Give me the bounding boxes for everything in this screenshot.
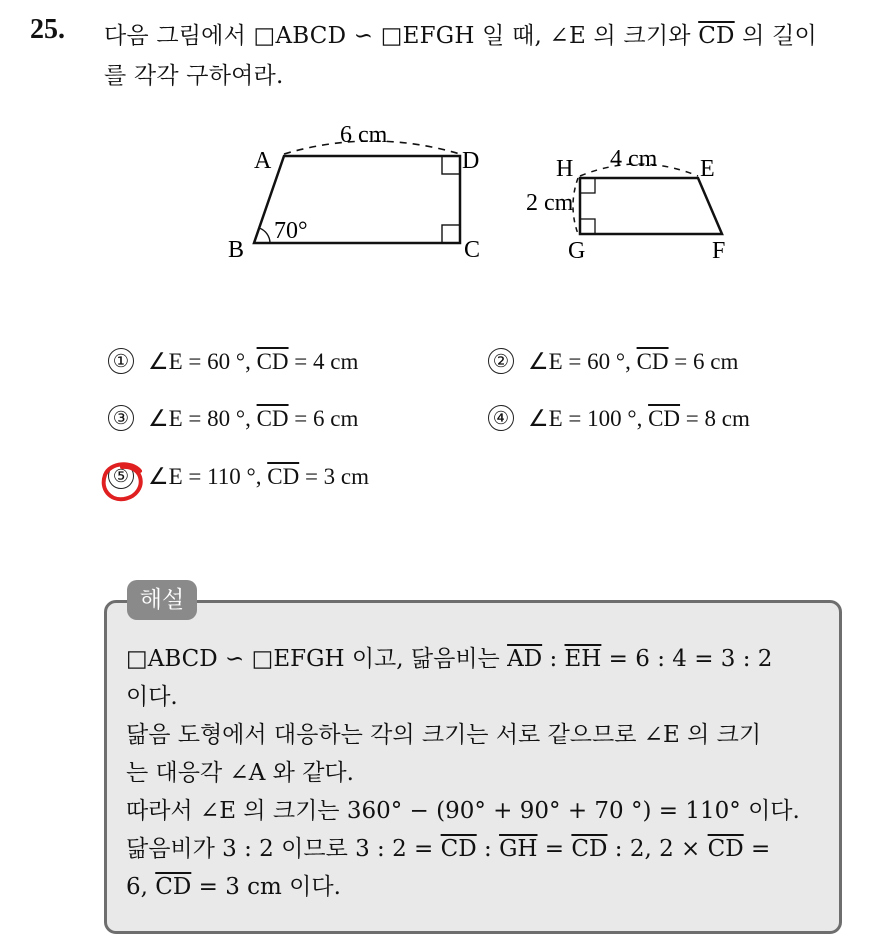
length-label-he: 4 cm (610, 146, 658, 172)
vertex-label-f: F (712, 238, 726, 264)
choice-text: = 8 cm (680, 406, 750, 431)
explanation-text-part: = 6 : 4 = 3 : 2 (601, 646, 773, 672)
explanation-line-2: 이다. (126, 684, 178, 710)
side-length-dashed-arc-efgh (573, 178, 578, 234)
segment-ad: $\overline{AD}$ (507, 646, 543, 672)
trapezoid-efgh (526, 146, 725, 264)
vertex-label-e: E (700, 156, 715, 182)
explanation-text-part: : (476, 836, 500, 862)
choice-text: ∠E = 80 °, (148, 406, 257, 431)
vertex-label-a: A (254, 148, 272, 174)
right-angle-mark-h (580, 178, 595, 193)
trapezoid-efgh-outline (580, 178, 722, 234)
segment-cd: $\overline{CD}$ (155, 874, 192, 900)
segment-cd: $\overline{CD}$ (707, 836, 744, 862)
right-angle-mark-d (442, 156, 460, 174)
angle-label-b: 70° (274, 218, 308, 244)
segment-cd: $\overline{CD}$ (267, 464, 300, 489)
choice-text: = 3 cm (299, 464, 370, 489)
choice-2[interactable] (488, 348, 738, 375)
trapezoid-abcd (228, 122, 480, 263)
choice-number: ③ (108, 405, 134, 431)
choice-text: ∠E = 60 °, (148, 349, 257, 374)
choice-text: ∠E = 100 °, (528, 406, 649, 431)
explanation-text-part: : 2, 2 × (607, 836, 708, 862)
right-angle-mark-c (442, 225, 460, 243)
choice-text: = 6 cm (288, 406, 359, 431)
question-line-2: 를 각각 구하여라. (104, 63, 284, 89)
segment-cd: $\overline{CD}$ (440, 836, 477, 862)
explanation-tag: 해설 (127, 580, 197, 620)
segment-eh: $\overline{EH}$ (564, 646, 602, 672)
question-text-part: 의 길이 (734, 23, 817, 49)
angle-b-arc (259, 228, 270, 243)
explanation-text-part: = (743, 836, 771, 862)
explanation-line-3: 닮음 도형에서 대응하는 각의 크기는 서로 같으므로 ∠E 의 크기 (126, 722, 762, 748)
vertex-label-g: G (568, 238, 586, 264)
choice-text: = 4 cm (288, 349, 359, 374)
answer-circle-mark (100, 461, 146, 505)
choice-4[interactable] (488, 405, 750, 432)
choice-3[interactable] (108, 405, 358, 432)
explanation-line-4: 는 대응각 ∠A 와 같다. (126, 760, 354, 786)
choice-5[interactable] (108, 463, 369, 490)
segment-cd: $\overline{CD}$ (256, 406, 289, 431)
explanation-line-5: 따라서 ∠E 의 크기는 360° − (90° + 90° + 70 °) = 110° 이다. (126, 798, 800, 824)
vertex-label-c: C (464, 237, 481, 263)
vertex-label-d: D (462, 148, 480, 174)
length-label-ad: 6 cm (340, 122, 388, 148)
choice-number: ② (488, 348, 514, 374)
vertex-label-h: H (556, 156, 574, 182)
segment-cd: $\overline{CD}$ (698, 23, 735, 49)
red-circle-stroke (104, 464, 141, 499)
explanation-text-part: 닮음비가 3 : 2 이므로 3 : 2 = (126, 836, 441, 862)
vertex-label-b: B (228, 237, 245, 263)
choice-1[interactable] (108, 348, 358, 375)
explanation-line-7 (126, 868, 836, 906)
explanation-text-part: : (542, 646, 565, 672)
explanation-text-part: = (537, 836, 572, 862)
choice-number: ⑤ (108, 463, 134, 489)
explanation-line-6 (126, 830, 836, 868)
segment-cd: $\overline{CD}$ (648, 406, 681, 431)
question-text (104, 16, 874, 96)
length-label-hg: 2 cm (526, 190, 574, 216)
choice-text: ∠E = 60 °, (528, 349, 637, 374)
question-line-1 (104, 16, 874, 56)
explanation-line-1 (126, 640, 836, 678)
segment-cd: $\overline{CD}$ (636, 349, 669, 374)
choice-number: ④ (488, 405, 514, 431)
question-number: 25. (30, 14, 65, 45)
explanation-text-part: = 3 cm 이다. (191, 874, 341, 900)
choice-text: ∠E = 110 °, (148, 464, 268, 489)
explanation-text-part: 6, (126, 874, 156, 900)
explanation-text-part: □ABCD ∽ □EFGH 이고, 닮음비는 (126, 646, 508, 672)
choice-number: ① (108, 348, 134, 374)
choice-text: = 6 cm (668, 349, 739, 374)
segment-cd: $\overline{CD}$ (256, 349, 289, 374)
segment-cd: $\overline{CD}$ (571, 836, 608, 862)
question-text-part: 다음 그림에서 □ABCD ∽ □EFGH 일 때, ∠E 의 크기와 (104, 23, 699, 49)
trapezoid-figure (210, 112, 750, 272)
right-angle-mark-g (580, 219, 595, 234)
explanation-text (126, 640, 836, 906)
segment-gh: $\overline{GH}$ (499, 836, 538, 862)
